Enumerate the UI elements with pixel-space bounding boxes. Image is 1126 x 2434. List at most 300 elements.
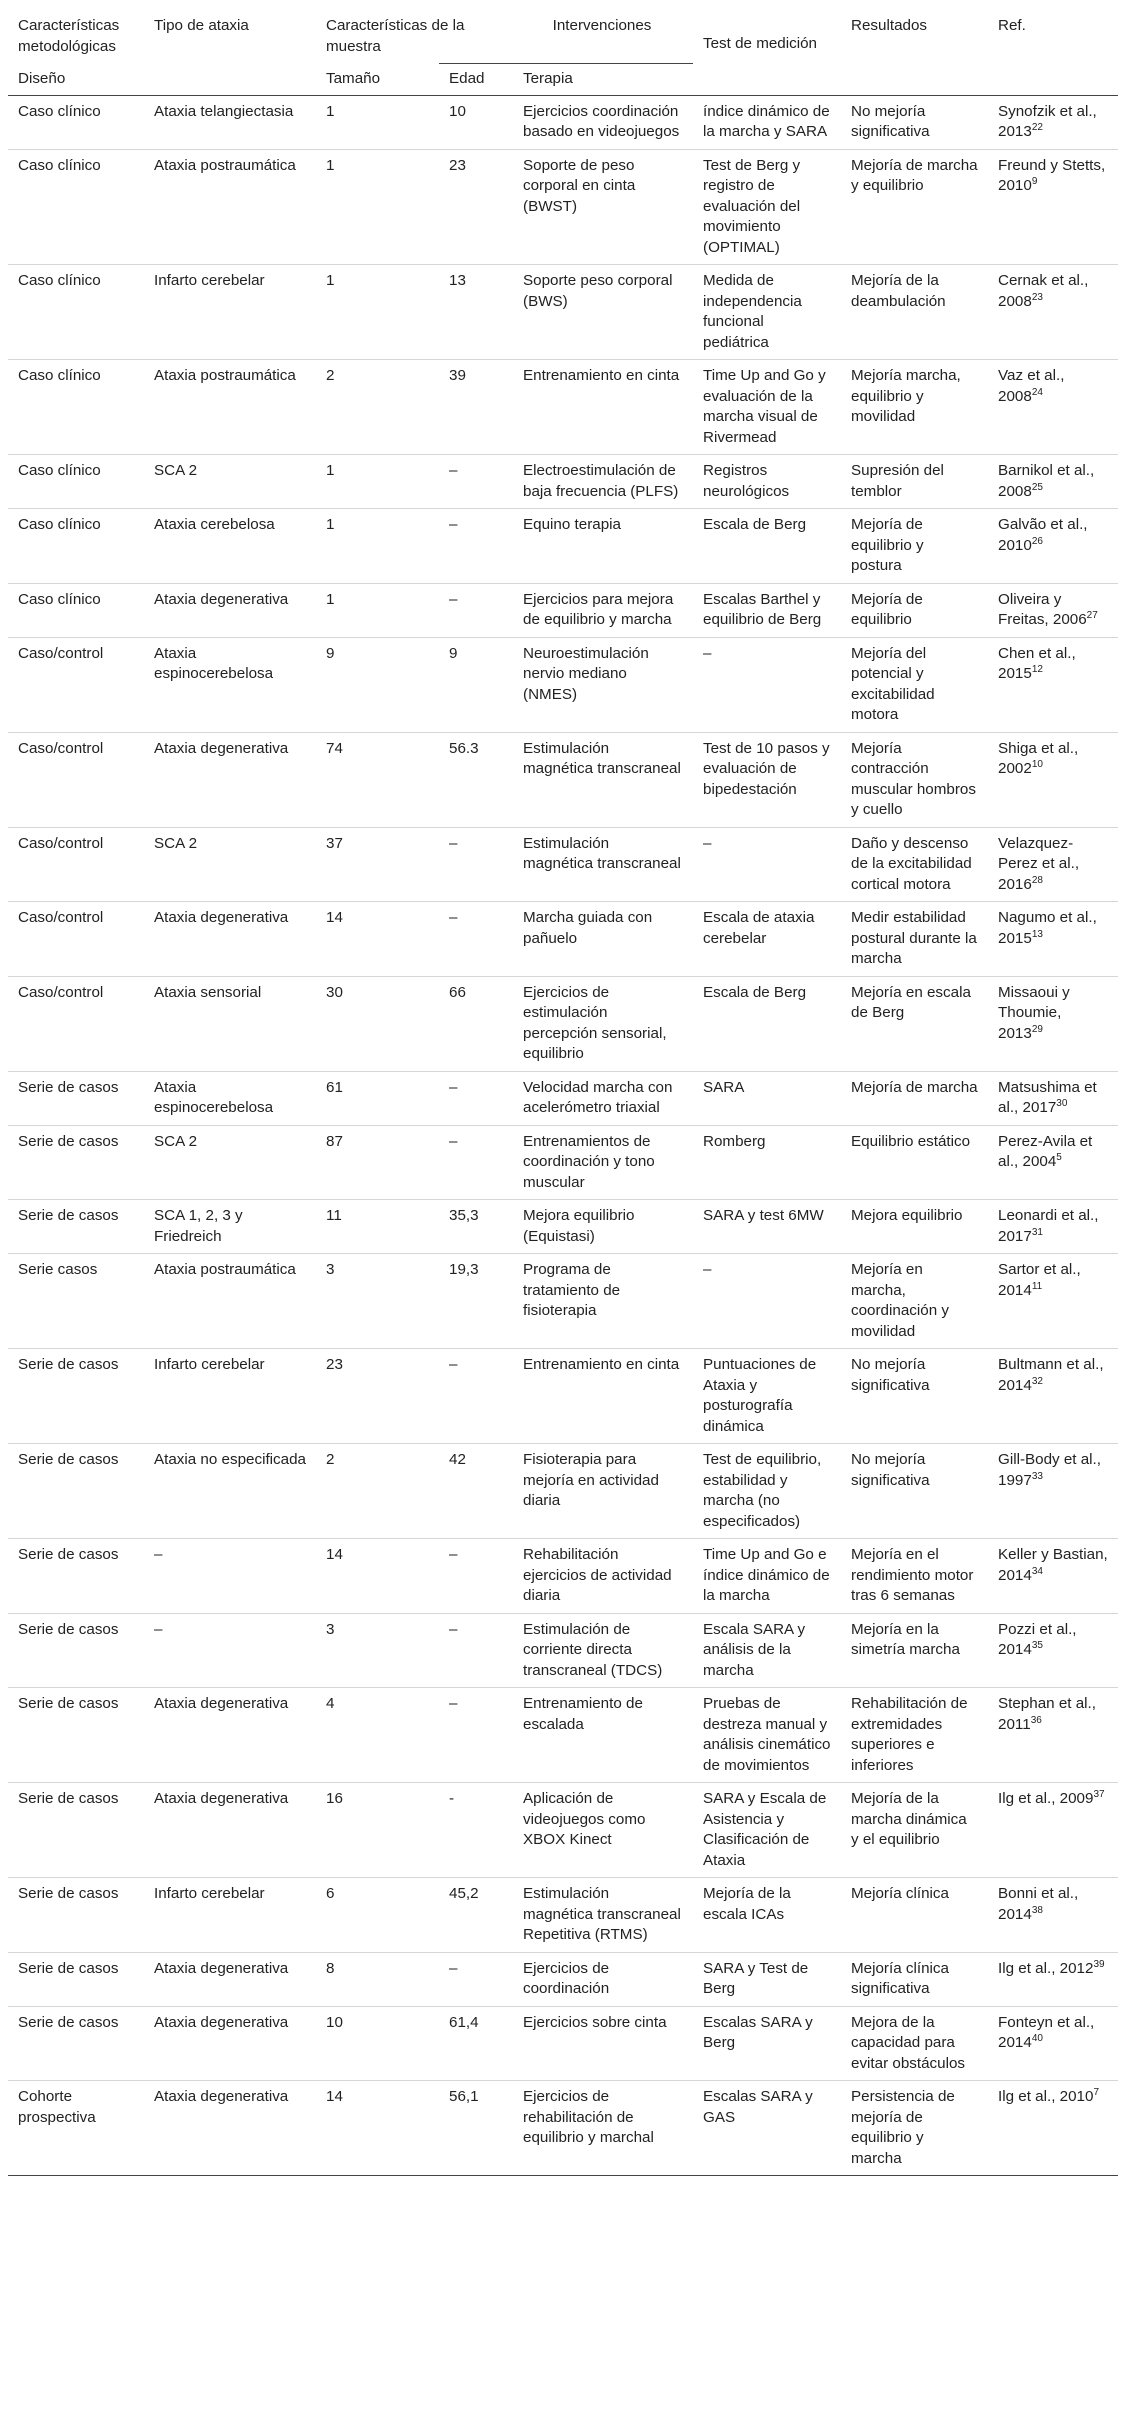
ref-text: Bultmann et al., 2014 — [998, 1356, 1104, 1394]
table-row — [8, 1878, 1118, 1953]
cell-ref — [988, 1539, 1118, 1614]
ref-superscript: 30 — [1056, 1097, 1068, 1109]
cell-edad: 66 — [449, 983, 466, 1001]
cell-test: – — [703, 644, 712, 662]
header-caracteristicas: Características metodológicas — [18, 17, 120, 55]
cell-diseno: Caso/control — [18, 834, 104, 852]
cell-ref — [988, 2081, 1118, 2176]
cell-resultado: Rehabilitación de extremidades superiores e inferiores — [851, 1695, 968, 1774]
cell-ref — [988, 1349, 1118, 1444]
ref-superscript: 13 — [1031, 928, 1043, 940]
cell-tipo: Ataxia cerebelosa — [154, 516, 275, 533]
cell-edad: – — [449, 462, 458, 479]
header-intervenciones-label: Intervenciones — [552, 17, 652, 34]
cell-diseno: Caso clínico — [18, 102, 101, 120]
cell-terapia: Estimulación magnética transcraneal — [523, 834, 681, 872]
cell-terapia: Entrenamiento en cinta — [523, 367, 680, 384]
table-row — [8, 509, 1118, 584]
cell-edad: 42 — [449, 1451, 466, 1468]
table-row — [8, 1349, 1118, 1444]
header-terapia: Terapia — [513, 64, 693, 96]
cell-test: Puntuaciones de Ataxia y posturografía dinámica — [703, 1356, 817, 1435]
cell-tamano: 3 — [326, 1261, 335, 1278]
cell-edad: – — [449, 1546, 458, 1563]
cell-tipo: Ataxia degenerativa — [154, 2088, 289, 2105]
ref-superscript: 29 — [1031, 1023, 1043, 1035]
cell-tamano: 37 — [326, 834, 343, 852]
ref-text: Barnikol et al., 2008 — [998, 462, 1095, 500]
cell-tipo: Ataxia degenerativa — [154, 1959, 289, 1977]
cell-test: Escala de ataxia cerebelar — [703, 909, 815, 947]
ref-superscript: 36 — [1030, 1714, 1042, 1726]
ref-text: Bonni et al., 2014 — [998, 1885, 1079, 1923]
cell-tamano: 16 — [326, 1790, 343, 1807]
cell-ref — [988, 827, 1118, 902]
ref-text: Chen et al., 2015 — [998, 644, 1076, 682]
cell-test: Test de equilibrio, estabilidad y marcha (no especificados) — [703, 1451, 822, 1530]
table-body — [8, 95, 1118, 2176]
cell-ref — [988, 95, 1118, 149]
cell-terapia: Programa de tratamiento de fisioterapia — [523, 1261, 621, 1319]
cell-resultado: Mejoría marcha, equilibrio y movilidad — [851, 367, 961, 425]
ref-superscript: 26 — [1031, 535, 1043, 547]
cell-tamano: 1 — [326, 516, 335, 533]
ref-text: Nagumo et al., 2015 — [998, 909, 1097, 947]
ref-text: Keller y Bastian, 2014 — [998, 1546, 1108, 1584]
cell-test: SARA y test 6MW — [703, 1207, 824, 1224]
ref-superscript: 40 — [1031, 2032, 1043, 2044]
cell-diseno: Serie de casos — [18, 1885, 119, 1902]
cell-test: Escalas SARA y Berg — [703, 2013, 813, 2051]
ref-superscript: 11 — [1031, 1280, 1043, 1292]
header-muestra: Características de la muestra — [326, 17, 465, 55]
ref-superscript: 32 — [1031, 1375, 1043, 1387]
cell-tipo: Ataxia postraumática — [154, 156, 296, 174]
table-row — [8, 976, 1118, 1071]
cell-resultado: Mejoría en el rendimiento motor tras 6 semanas — [851, 1546, 974, 1604]
table-row — [8, 583, 1118, 637]
ref-superscript: 34 — [1031, 1565, 1043, 1577]
cell-tipo: Infarto cerebelar — [154, 272, 265, 289]
cell-tamano: 61 — [326, 1078, 343, 1096]
ref-text: Matsushima et al., 2017 — [998, 1078, 1097, 1116]
cell-test: Medida de independencia funcional pediátrica — [703, 272, 802, 351]
cell-diseno: Caso clínico — [18, 367, 101, 384]
table-row — [8, 2006, 1118, 2081]
cell-edad: – — [449, 516, 458, 533]
cell-test: Escala de Berg — [703, 983, 807, 1001]
cell-terapia: Electroestimulación de baja frecuencia (PLFS) — [523, 462, 679, 500]
ref-text: Galvão et al., 2010 — [998, 516, 1088, 554]
cell-tamano: 14 — [326, 1546, 343, 1563]
cell-terapia: Entrenamiento en cinta — [523, 1356, 680, 1373]
cell-resultado: No mejoría significativa — [851, 1451, 930, 1489]
cell-tipo: Ataxia degenerativa — [154, 590, 289, 608]
cell-test: Time Up and Go e índice dinámico de la marcha — [703, 1546, 830, 1604]
cell-diseno: Serie de casos — [18, 2013, 119, 2031]
cell-terapia: Ejercicios sobre cinta — [523, 2013, 667, 2031]
cell-tipo: Ataxia no especificada — [154, 1451, 306, 1468]
header-edad: Edad — [439, 64, 513, 96]
cell-tipo: – — [154, 1620, 163, 1638]
cell-resultado: No mejoría significativa — [851, 1356, 930, 1394]
cell-ref — [988, 1613, 1118, 1688]
cell-tamano: 11 — [326, 1207, 342, 1224]
table-row — [8, 1688, 1118, 1783]
cell-tipo: Ataxia degenerativa — [154, 1790, 289, 1807]
cell-resultado: Mejoría de la marcha dinámica y el equilibrio — [851, 1790, 967, 1848]
cell-terapia: Mejora equilibrio (Equistasi) — [523, 1207, 635, 1245]
cell-diseno: Cohorte prospectiva — [18, 2088, 96, 2126]
ref-text: Sartor et al., 2014 — [998, 1261, 1081, 1299]
cell-test: Escalas Barthel y equilibrio de Berg — [703, 590, 822, 628]
cell-resultado: Mejoría en escala de Berg — [851, 983, 971, 1021]
cell-resultado: Supresión del temblor — [851, 462, 944, 500]
cell-terapia: Ejercicios coordinación basado en videojuegos — [523, 102, 680, 140]
header-tipo: Tipo de ataxia — [154, 17, 249, 34]
cell-tipo: Infarto cerebelar — [154, 1885, 265, 1902]
cell-edad: 61,4 — [449, 2013, 479, 2031]
cell-diseno: Serie de casos — [18, 1356, 119, 1373]
cell-edad: 35,3 — [449, 1207, 479, 1224]
table-row — [8, 149, 1118, 265]
cell-tipo: Ataxia telangiectasia — [154, 102, 294, 120]
table-row — [8, 1613, 1118, 1688]
cell-terapia: Estimulación de corriente directa transcraneal (TDCS) — [523, 1620, 663, 1679]
ref-text: Ilg et al., 2010 — [998, 2088, 1094, 2105]
table-row — [8, 1539, 1118, 1614]
cell-ref — [988, 1783, 1118, 1878]
ref-superscript: 9 — [1031, 175, 1038, 187]
cell-diseno: Serie de casos — [18, 1132, 119, 1150]
cell-test: – — [703, 1261, 712, 1278]
ref-superscript: 35 — [1031, 1639, 1043, 1651]
cell-edad: – — [449, 1132, 458, 1150]
cell-test: SARA y Test de Berg — [703, 1959, 809, 1997]
cell-tamano: 4 — [326, 1695, 335, 1712]
cell-ref — [988, 2006, 1118, 2081]
cell-test: Escalas SARA y GAS — [703, 2088, 813, 2126]
cell-ref — [988, 149, 1118, 265]
cell-terapia: Soporte peso corporal (BWS) — [523, 272, 673, 310]
cell-tamano: 1 — [326, 102, 335, 120]
cell-ref — [988, 1952, 1118, 2006]
cell-diseno: Caso clínico — [18, 156, 101, 174]
cell-tamano: 8 — [326, 1959, 335, 1977]
cell-terapia: Neuroestimulación nervio mediano (NMES) — [523, 644, 649, 703]
cell-terapia: Ejercicios para mejora de equilibrio y marcha — [523, 590, 674, 628]
table-row — [8, 360, 1118, 455]
table-row — [8, 637, 1118, 732]
ref-text: Oliveira y Freitas, 2006 — [998, 590, 1087, 628]
cell-diseno: Serie de casos — [18, 1959, 119, 1977]
cell-diseno: Serie de casos — [18, 1620, 119, 1638]
study-table-container — [8, 0, 1118, 2176]
ref-text: Velazquez-Perez et al., 2016 — [998, 834, 1080, 893]
cell-ref — [988, 1688, 1118, 1783]
table-row — [8, 1125, 1118, 1200]
ref-superscript: 23 — [1031, 291, 1043, 303]
table-row — [8, 1200, 1118, 1254]
cell-ref — [988, 1254, 1118, 1349]
cell-diseno: Serie de casos — [18, 1695, 119, 1712]
cell-resultado: Mejoría de marcha — [851, 1078, 978, 1096]
cell-ref — [988, 1125, 1118, 1200]
ref-text: Vaz et al., 2008 — [998, 367, 1065, 405]
cell-edad: 9 — [449, 644, 458, 662]
cell-diseno: Serie de casos — [18, 1451, 119, 1468]
cell-test: índice dinámico de la marcha y SARA — [703, 102, 830, 140]
cell-resultado: Mejora equilibrio — [851, 1207, 963, 1224]
cell-tipo: Ataxia degenerativa — [154, 739, 289, 757]
table-row — [8, 95, 1118, 149]
cell-tamano: 14 — [326, 909, 343, 926]
cell-ref — [988, 1071, 1118, 1125]
cell-tamano: 23 — [326, 1356, 343, 1373]
cell-tamano: 87 — [326, 1132, 343, 1150]
cell-resultado: Mejoría en marcha, coordinación y movilidad — [851, 1261, 949, 1340]
ref-text: Pozzi et al., 2014 — [998, 1620, 1077, 1658]
table-row — [8, 2081, 1118, 2176]
cell-resultado: Mejoría del potencial y excitabilidad motora — [851, 644, 935, 723]
cell-tamano: 1 — [326, 590, 335, 608]
cell-tamano: 14 — [326, 2088, 343, 2105]
cell-resultado: Mejoría de equilibrio — [851, 590, 923, 628]
cell-terapia: Ejercicios de coordinación — [523, 1959, 610, 1997]
cell-edad: – — [449, 1959, 458, 1977]
cell-tamano: 1 — [326, 272, 335, 289]
header-ref: Ref. — [998, 17, 1026, 34]
cell-diseno: Caso/control — [18, 739, 104, 757]
cell-resultado: Equilibrio estático — [851, 1132, 971, 1150]
table-row — [8, 1783, 1118, 1878]
cell-ref — [988, 637, 1118, 732]
cell-tamano: 2 — [326, 367, 335, 384]
cell-diseno: Caso/control — [18, 644, 104, 662]
cell-tamano: 10 — [326, 2013, 343, 2031]
cell-tipo: Ataxia espinocerebelosa — [154, 644, 274, 682]
ref-superscript: 10 — [1031, 758, 1043, 770]
ref-text: Perez-Avila et al., 2004 — [998, 1132, 1093, 1170]
cell-tipo: Ataxia sensorial — [154, 983, 262, 1001]
ref-text: Gill-Body et al., 1997 — [998, 1451, 1101, 1489]
cell-tipo: SCA 2 — [154, 462, 198, 479]
cell-terapia: Soporte de peso corporal en cinta (BWST) — [523, 156, 636, 215]
cell-test: Test de 10 pasos y evaluación de bipedestación — [703, 739, 830, 798]
ref-text: Fonteyn et al., 2014 — [998, 2013, 1095, 2051]
ref-superscript: 37 — [1093, 1788, 1105, 1800]
cell-tamano: 74 — [326, 739, 343, 757]
header-test — [693, 34, 841, 96]
cell-resultado: No mejoría significativa — [851, 102, 930, 140]
cell-terapia: Entrenamiento de escalada — [523, 1695, 643, 1733]
cell-resultado: Mejoría de marcha y equilibrio — [851, 156, 978, 194]
cell-terapia: Velocidad marcha con acelerómetro triaxial — [523, 1078, 673, 1116]
cell-tipo: – — [154, 1546, 163, 1563]
cell-edad: – — [449, 590, 458, 608]
cell-terapia: Equino terapia — [523, 516, 621, 533]
cell-resultado: Daño y descenso de la excitabilidad cortical motora — [851, 834, 972, 893]
header-test-label: Test de medición — [703, 34, 817, 52]
cell-test: Escala SARA y análisis de la marcha — [703, 1620, 806, 1679]
cell-test: Pruebas de destreza manual y análisis cinemático de movimientos — [703, 1695, 831, 1774]
cell-test: Registros neurológicos — [703, 462, 790, 500]
cell-test: – — [703, 834, 712, 852]
table-row — [8, 1071, 1118, 1125]
cell-tipo: SCA 1, 2, 3 y Friedreich — [154, 1207, 243, 1245]
cell-resultado: Mejoría clínica significativa — [851, 1959, 949, 1997]
cell-terapia: Estimulación magnética transcraneal Repetitiva (RTMS) — [523, 1885, 681, 1943]
cell-diseno: Serie de casos — [18, 1546, 119, 1563]
cell-tamano: 30 — [326, 983, 343, 1001]
table-row — [8, 1254, 1118, 1349]
ref-superscript: 25 — [1031, 481, 1043, 493]
cell-edad: 10 — [449, 102, 466, 120]
cell-resultado: Mejoría de equilibrio y postura — [851, 516, 924, 574]
cell-terapia: Aplicación de videojuegos como XBOX Kinect — [523, 1790, 646, 1848]
ref-superscript: 12 — [1031, 663, 1043, 675]
cell-ref — [988, 455, 1118, 509]
cell-ref — [988, 583, 1118, 637]
cell-edad: - — [449, 1790, 455, 1807]
cell-edad: – — [449, 1078, 458, 1096]
ref-text: Cernak et al., 2008 — [998, 272, 1089, 310]
cell-diseno: Caso clínico — [18, 590, 101, 608]
cell-edad: – — [449, 834, 458, 852]
cell-terapia: Marcha guiada con pañuelo — [523, 909, 653, 947]
cell-diseno: Caso clínico — [18, 516, 101, 533]
ref-superscript: 33 — [1031, 1470, 1043, 1482]
cell-diseno: Serie casos — [18, 1261, 98, 1278]
ref-text: Synofzik et al., 2013 — [998, 102, 1097, 140]
cell-tamano: 1 — [326, 156, 335, 174]
cell-diseno: Serie de casos — [18, 1790, 119, 1807]
cell-resultado: Mejora de la capacidad para evitar obstáculos — [851, 2013, 965, 2072]
table-row — [8, 265, 1118, 360]
ref-superscript: 38 — [1031, 1904, 1043, 1916]
cell-tipo: Infarto cerebelar — [154, 1356, 265, 1373]
ref-text: Missaoui y Thoumie, 2013 — [998, 983, 1070, 1042]
cell-ref — [988, 1878, 1118, 1953]
cell-tamano: 1 — [326, 462, 335, 479]
cell-test: Mejoría de la escala ICAs — [703, 1885, 791, 1923]
cell-diseno: Caso clínico — [18, 272, 101, 289]
cell-test: Romberg — [703, 1132, 766, 1150]
study-table — [8, 5, 1118, 2176]
cell-edad: 23 — [449, 156, 466, 174]
cell-edad: 13 — [449, 272, 466, 289]
cell-diseno: Serie de casos — [18, 1207, 119, 1224]
cell-ref — [988, 732, 1118, 827]
cell-diseno: Caso/control — [18, 983, 104, 1001]
cell-terapia: Fisioterapia para mejoría en actividad diaria — [523, 1451, 659, 1509]
cell-edad: 56,1 — [449, 2088, 479, 2105]
cell-ref — [988, 1444, 1118, 1539]
cell-resultado: Mejoría de la deambulación — [851, 272, 946, 310]
cell-edad: – — [449, 909, 458, 926]
cell-ref — [988, 976, 1118, 1071]
cell-tipo: Ataxia degenerativa — [154, 909, 289, 926]
cell-edad: – — [449, 1695, 458, 1712]
cell-tipo: Ataxia degenerativa — [154, 2013, 289, 2031]
cell-resultado: Mejoría en la simetría marcha — [851, 1620, 960, 1658]
header-resultados: Resultados — [851, 17, 927, 34]
header-tamano: Tamaño — [326, 69, 381, 87]
cell-resultado: Mejoría clínica — [851, 1885, 949, 1902]
ref-text: Ilg et al., 2009 — [998, 1790, 1094, 1807]
ref-superscript: 24 — [1031, 386, 1043, 398]
table-row — [8, 902, 1118, 977]
cell-tamano: 2 — [326, 1451, 335, 1468]
table-row — [8, 1952, 1118, 2006]
table-header — [8, 5, 1118, 95]
cell-ref — [988, 509, 1118, 584]
header-diseno: Diseño — [18, 69, 66, 87]
ref-superscript: 27 — [1086, 609, 1098, 621]
cell-tipo: Ataxia espinocerebelosa — [154, 1078, 274, 1116]
ref-text: Ilg et al., 2012 — [998, 1959, 1094, 1977]
cell-diseno: Caso clínico — [18, 462, 101, 479]
cell-ref — [988, 360, 1118, 455]
cell-ref — [988, 902, 1118, 977]
cell-terapia: Estimulación magnética transcraneal — [523, 739, 681, 777]
ref-superscript: 28 — [1031, 874, 1043, 886]
cell-edad: – — [449, 1620, 458, 1638]
cell-tamano: 3 — [326, 1620, 335, 1638]
cell-tipo: SCA 2 — [154, 834, 198, 852]
cell-tamano: 9 — [326, 644, 335, 662]
cell-resultado: Persistencia de mejoría de equilibrio y marcha — [851, 2088, 955, 2167]
ref-text: Shiga et al., 2002 — [998, 739, 1079, 777]
cell-resultado: Medir estabilidad postural durante la marcha — [851, 909, 977, 967]
cell-tipo: Ataxia postraumática — [154, 367, 296, 384]
cell-test: SARA — [703, 1078, 745, 1096]
cell-terapia: Ejercicios de estimulación percepción sensorial, equilibrio — [523, 983, 667, 1062]
cell-test: Escala de Berg — [703, 516, 807, 533]
cell-terapia: Entrenamientos de coordinación y tono muscular — [523, 1132, 655, 1191]
cell-test: Time Up and Go y evaluación de la marcha visual de Rivermead — [703, 367, 826, 446]
cell-test: Test de Berg y registro de evaluación del movimiento (OPTIMAL) — [703, 156, 801, 256]
cell-edad: – — [449, 1356, 458, 1373]
cell-test: SARA y Escala de Asistencia y Clasificación de Ataxia — [703, 1790, 827, 1869]
cell-tipo: Ataxia degenerativa — [154, 1695, 289, 1712]
cell-edad: 19,3 — [449, 1261, 479, 1278]
ref-superscript: 5 — [1056, 1151, 1062, 1163]
table-row — [8, 1444, 1118, 1539]
cell-tamano: 6 — [326, 1885, 335, 1902]
ref-superscript: 39 — [1093, 1958, 1105, 1970]
table-row — [8, 827, 1118, 902]
cell-ref — [988, 265, 1118, 360]
cell-terapia: Ejercicios de rehabilitación de equilibrio y marchal — [523, 2088, 654, 2146]
cell-terapia: Rehabilitación ejercicios de actividad diaria — [523, 1546, 672, 1604]
cell-tipo: Ataxia postraumática — [154, 1261, 296, 1278]
ref-text: Leonardi et al., 2017 — [998, 1207, 1099, 1245]
cell-edad: 56.3 — [449, 739, 479, 757]
cell-diseno: Serie de casos — [18, 1078, 119, 1096]
ref-text: Freund y Stetts, 2010 — [998, 156, 1106, 194]
table-row — [8, 455, 1118, 509]
ref-superscript: 7 — [1093, 2086, 1099, 2098]
cell-edad: 45,2 — [449, 1885, 479, 1902]
ref-superscript: 31 — [1031, 1226, 1043, 1238]
cell-diseno: Caso/control — [18, 909, 104, 926]
cell-resultado: Mejoría contracción muscular hombros y cuello — [851, 739, 976, 818]
cell-ref — [988, 1200, 1118, 1254]
cell-edad: 39 — [449, 367, 466, 384]
table-row — [8, 732, 1118, 827]
ref-text: Stephan et al., 2011 — [998, 1695, 1096, 1733]
